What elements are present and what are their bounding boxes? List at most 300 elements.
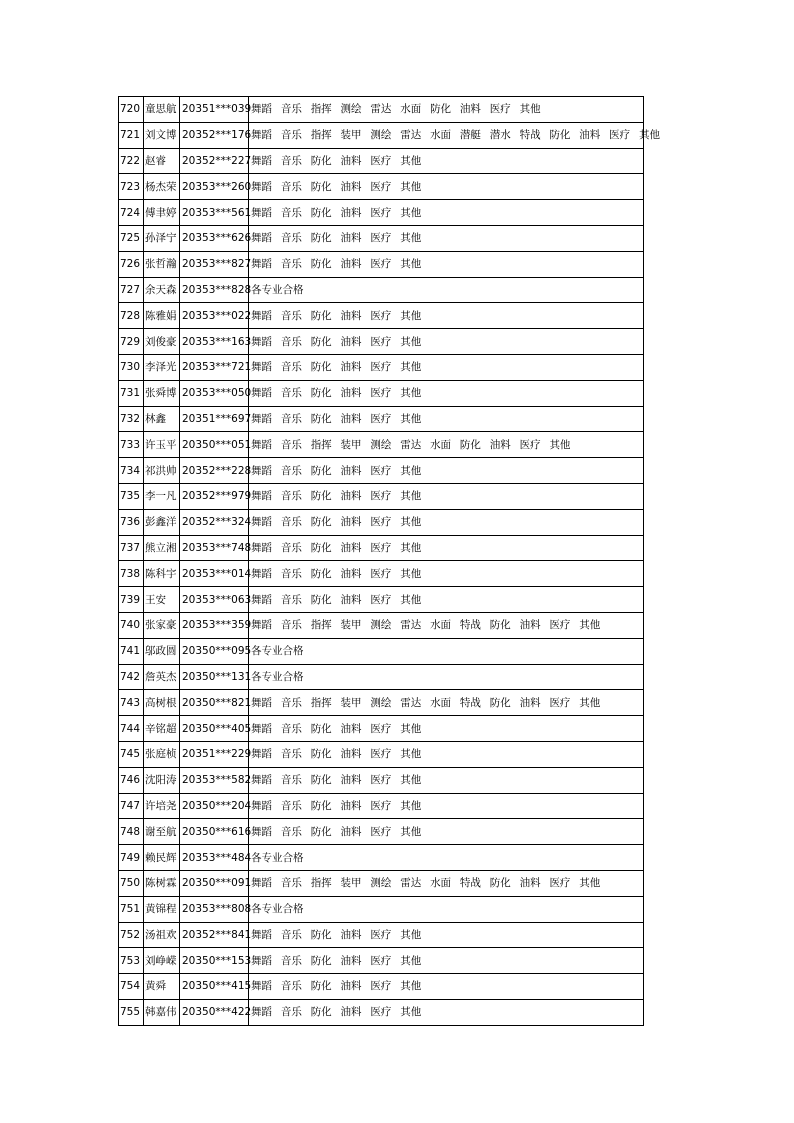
id-number-cell: 20350***204: [180, 793, 249, 819]
qualified-category: 其他: [400, 335, 422, 348]
name-cell: 黄锦程: [144, 896, 180, 922]
qualified-category: 其他: [400, 232, 422, 245]
id-number-cell: 20353***359: [180, 612, 249, 638]
row-number-cell: 729: [119, 329, 144, 355]
qualified-category: 音乐: [280, 722, 302, 735]
result-cell: [249, 148, 644, 174]
qualified-category: 防化: [489, 877, 511, 890]
result-cell: 各专业合格: [249, 638, 644, 664]
table-row: [119, 354, 644, 380]
qualified-category: 特战: [459, 619, 481, 632]
qualified-category: 测绘: [370, 438, 392, 451]
qualified-category: 雷达: [400, 877, 422, 890]
result-cell: [249, 948, 644, 974]
name-cell: 李泽光: [144, 354, 180, 380]
qualified-category: 音乐: [280, 412, 302, 425]
result-cell: [249, 716, 644, 742]
id-number-cell: 20353***721: [180, 354, 249, 380]
qualified-category: 音乐: [280, 103, 302, 116]
qualified-category: 防化: [310, 593, 332, 606]
qualified-category: 音乐: [280, 541, 302, 554]
table-row: [119, 845, 644, 871]
name-cell: 童思航: [144, 97, 180, 123]
row-number-cell: 723: [119, 174, 144, 200]
id-number-cell: 20353***050: [180, 380, 249, 406]
qualified-category: 油料: [340, 335, 362, 348]
name-cell: 祁洪帅: [144, 458, 180, 484]
qualified-category: 水面: [430, 696, 452, 709]
qualified-category: 医疗: [370, 774, 392, 787]
row-number-cell: 736: [119, 509, 144, 535]
qualified-category: 音乐: [280, 593, 302, 606]
qualified-category: 医疗: [370, 954, 392, 967]
result-cell: 各专业合格: [249, 664, 644, 690]
id-number-cell: 20350***415: [180, 974, 249, 1000]
qualified-category: 医疗: [370, 541, 392, 554]
row-number-cell: 734: [119, 458, 144, 484]
qualified-category: 其他: [549, 438, 571, 451]
qualified-category: 防化: [310, 464, 332, 477]
result-cell: 各专业合格: [249, 896, 644, 922]
row-number-cell: 748: [119, 819, 144, 845]
qualified-category: 测绘: [340, 103, 362, 116]
qualified-category: 医疗: [370, 928, 392, 941]
qualified-category: 防化: [310, 412, 332, 425]
qualified-category: 舞蹈: [251, 154, 272, 167]
row-number-cell: 747: [119, 793, 144, 819]
qualified-category: 防化: [310, 799, 332, 812]
result-cell: [249, 380, 644, 406]
qualified-category: 医疗: [370, 567, 392, 580]
qualified-category: 潜艇: [459, 129, 481, 142]
qualified-category: 医疗: [370, 464, 392, 477]
qualified-category: 防化: [310, 232, 332, 245]
qualified-category: 油料: [340, 774, 362, 787]
result-cell: [249, 767, 644, 793]
qualified-category: 防化: [310, 154, 332, 167]
id-number-cell: 20351***229: [180, 741, 249, 767]
result-cell: [249, 251, 644, 277]
qualified-category: 油料: [340, 412, 362, 425]
row-number-cell: 746: [119, 767, 144, 793]
qualified-category: 其他: [400, 180, 422, 193]
qualified-category: 医疗: [370, 154, 392, 167]
row-number-cell: 744: [119, 716, 144, 742]
result-cell: [249, 922, 644, 948]
qualified-category: 油料: [340, 954, 362, 967]
qualified-category: 音乐: [280, 180, 302, 193]
qualified-category: 其他: [638, 129, 660, 142]
qualified-category: 舞蹈: [251, 103, 272, 116]
qualified-category: 测绘: [370, 877, 392, 890]
table-row: [119, 561, 644, 587]
qualified-category: 指挥: [310, 877, 332, 890]
row-number-cell: 731: [119, 380, 144, 406]
id-number-cell: 20353***827: [180, 251, 249, 277]
qualified-category: 其他: [400, 516, 422, 529]
qualified-category: 音乐: [280, 309, 302, 322]
row-number-cell: 752: [119, 922, 144, 948]
result-cell: [249, 999, 644, 1025]
id-number-cell: 20352***176: [180, 122, 249, 148]
qualified-category: 舞蹈: [251, 438, 272, 451]
qualified-category: 医疗: [549, 877, 571, 890]
qualified-category: 装甲: [340, 129, 362, 142]
qualified-category: 音乐: [280, 774, 302, 787]
qualified-category: 舞蹈: [251, 980, 272, 993]
table-row: [119, 819, 644, 845]
qualified-category: 其他: [579, 877, 601, 890]
result-cell: [249, 200, 644, 226]
qualified-category: 油料: [340, 1006, 362, 1019]
qualified-category: 水面: [430, 438, 452, 451]
qualified-category: 舞蹈: [251, 206, 272, 219]
qualified-category: 其他: [400, 722, 422, 735]
id-number-cell: 20350***821: [180, 690, 249, 716]
qualified-category: 医疗: [370, 361, 392, 374]
qualified-category: 舞蹈: [251, 954, 272, 967]
qualified-category: 舞蹈: [251, 825, 272, 838]
name-cell: 陈科宇: [144, 561, 180, 587]
id-number-cell: 20350***616: [180, 819, 249, 845]
qualified-category: 指挥: [310, 438, 332, 451]
name-cell: 谢至航: [144, 819, 180, 845]
name-cell: 熊立湘: [144, 535, 180, 561]
qualified-category: 防化: [310, 567, 332, 580]
table-row: [119, 870, 644, 896]
qualified-category: 音乐: [280, 980, 302, 993]
qualified-category: 其他: [400, 928, 422, 941]
name-cell: 陈树霖: [144, 870, 180, 896]
table-row: [119, 303, 644, 329]
qualified-category: 防化: [310, 206, 332, 219]
table-row: [119, 148, 644, 174]
id-number-cell: 20352***979: [180, 483, 249, 509]
qualified-category: 其他: [400, 593, 422, 606]
table-row: [119, 638, 644, 664]
row-number-cell: 739: [119, 587, 144, 613]
qualified-category: 其他: [400, 748, 422, 761]
qualified-category: 雷达: [400, 696, 422, 709]
id-number-cell: 20353***260: [180, 174, 249, 200]
qualified-category: 舞蹈: [251, 799, 272, 812]
result-cell: [249, 174, 644, 200]
qualified-category: 特战: [459, 877, 481, 890]
name-cell: 刘峥嵘: [144, 948, 180, 974]
qualified-category: 装甲: [340, 619, 362, 632]
qualified-category: 防化: [310, 980, 332, 993]
id-number-cell: 20351***697: [180, 406, 249, 432]
qualified-category: 舞蹈: [251, 412, 272, 425]
qualified-category: 防化: [489, 696, 511, 709]
id-number-cell: 20350***091: [180, 870, 249, 896]
qualified-category: 医疗: [370, 309, 392, 322]
result-cell: [249, 483, 644, 509]
qualified-category: 防化: [549, 129, 571, 142]
qualified-category: 油料: [340, 722, 362, 735]
id-number-cell: 20352***841: [180, 922, 249, 948]
qualified-category: 舞蹈: [251, 258, 272, 271]
result-cell: [249, 690, 644, 716]
id-number-cell: 20353***163: [180, 329, 249, 355]
row-number-cell: 743: [119, 690, 144, 716]
qualified-category: 医疗: [370, 799, 392, 812]
qualified-category: 雷达: [400, 129, 422, 142]
qualified-category: 防化: [489, 619, 511, 632]
row-number-cell: 737: [119, 535, 144, 561]
result-cell: [249, 458, 644, 484]
row-number-cell: 721: [119, 122, 144, 148]
row-number-cell: 728: [119, 303, 144, 329]
name-cell: 韩嘉伟: [144, 999, 180, 1025]
name-cell: 黄舜: [144, 974, 180, 1000]
qualified-category: 舞蹈: [251, 361, 272, 374]
qualified-category: 音乐: [280, 928, 302, 941]
qualified-category: 油料: [340, 206, 362, 219]
qualified-category: 舞蹈: [251, 490, 272, 503]
qualified-category: 音乐: [280, 567, 302, 580]
qualified-category: 舞蹈: [251, 748, 272, 761]
row-number-cell: 732: [119, 406, 144, 432]
name-cell: 张庭桢: [144, 741, 180, 767]
qualified-category: 油料: [340, 516, 362, 529]
qualified-category: 水面: [430, 619, 452, 632]
id-number-cell: 20353***828: [180, 277, 249, 303]
result-cell: [249, 329, 644, 355]
qualified-category: 医疗: [489, 103, 511, 116]
qualified-category: 舞蹈: [251, 696, 272, 709]
result-cell: [249, 432, 644, 458]
qualified-category: 舞蹈: [251, 1006, 272, 1019]
row-number-cell: 741: [119, 638, 144, 664]
id-number-cell: 20352***227: [180, 148, 249, 174]
result-cell: 各专业合格: [249, 277, 644, 303]
id-number-cell: 20353***582: [180, 767, 249, 793]
row-number-cell: 749: [119, 845, 144, 871]
qualified-category: 防化: [310, 258, 332, 271]
row-number-cell: 751: [119, 896, 144, 922]
id-number-cell: 20353***626: [180, 225, 249, 251]
qualified-category: 音乐: [280, 799, 302, 812]
qualified-category: 指挥: [310, 129, 332, 142]
name-cell: 刘俊豪: [144, 329, 180, 355]
result-cell: [249, 122, 660, 148]
results-table: [118, 96, 660, 1026]
table-row: [119, 458, 644, 484]
qualified-category: 油料: [340, 825, 362, 838]
qualified-category: 油料: [340, 180, 362, 193]
row-number-cell: 740: [119, 612, 144, 638]
row-number-cell: 753: [119, 948, 144, 974]
table-row: [119, 999, 644, 1025]
qualified-category: 水面: [430, 877, 452, 890]
name-cell: 汤祖欢: [144, 922, 180, 948]
name-cell: 刘文博: [144, 122, 180, 148]
result-cell: [249, 354, 644, 380]
qualified-category: 音乐: [280, 335, 302, 348]
name-cell: 辛铭超: [144, 716, 180, 742]
table-row: [119, 535, 644, 561]
id-number-cell: 20350***153: [180, 948, 249, 974]
qualified-category: 舞蹈: [251, 877, 272, 890]
qualified-category: 其他: [400, 980, 422, 993]
qualified-category: 医疗: [370, 722, 392, 735]
table-row: [119, 716, 644, 742]
row-number-cell: 722: [119, 148, 144, 174]
name-cell: 张家豪: [144, 612, 180, 638]
qualified-category: 舞蹈: [251, 464, 272, 477]
table-row: [119, 174, 644, 200]
table-row: [119, 664, 644, 690]
qualified-category: 防化: [310, 748, 332, 761]
qualified-category: 舞蹈: [251, 928, 272, 941]
qualified-category: 医疗: [370, 748, 392, 761]
qualified-category: 指挥: [310, 619, 332, 632]
qualified-category: 特战: [519, 129, 541, 142]
id-number-cell: 20353***063: [180, 587, 249, 613]
qualified-category: 舞蹈: [251, 593, 272, 606]
name-cell: 杨杰荣: [144, 174, 180, 200]
qualified-category: 油料: [340, 361, 362, 374]
name-cell: 王安: [144, 587, 180, 613]
qualified-category: 其他: [400, 954, 422, 967]
qualified-category: 油料: [340, 464, 362, 477]
id-number-cell: 20352***228: [180, 458, 249, 484]
qualified-category: 油料: [340, 154, 362, 167]
qualified-category: 其他: [400, 774, 422, 787]
qualified-category: 其他: [579, 619, 601, 632]
qualified-category: 油料: [459, 103, 481, 116]
qualified-category: 雷达: [400, 619, 422, 632]
row-number-cell: 724: [119, 200, 144, 226]
qualified-category: 音乐: [280, 464, 302, 477]
qualified-category: 医疗: [549, 696, 571, 709]
table-row: [119, 896, 644, 922]
qualified-category: 油料: [489, 438, 511, 451]
name-cell: 陈雅娟: [144, 303, 180, 329]
id-number-cell: 20350***095: [180, 638, 249, 664]
result-cell: [249, 819, 644, 845]
qualified-category: 其他: [400, 1006, 422, 1019]
id-number-cell: 20353***808: [180, 896, 249, 922]
qualified-category: 防化: [310, 928, 332, 941]
qualified-category: 舞蹈: [251, 129, 272, 142]
qualified-category: 舞蹈: [251, 567, 272, 580]
results-table-body: [119, 97, 660, 1026]
qualified-category: 其他: [400, 258, 422, 271]
qualified-category: 防化: [310, 335, 332, 348]
result-cell: [249, 870, 644, 896]
qualified-category: 油料: [579, 129, 601, 142]
table-row: [119, 225, 644, 251]
row-number-cell: 726: [119, 251, 144, 277]
qualified-category: 油料: [340, 387, 362, 400]
qualified-category: 舞蹈: [251, 774, 272, 787]
qualified-category: 油料: [340, 748, 362, 761]
qualified-category: 舞蹈: [251, 722, 272, 735]
row-number-cell: 755: [119, 999, 144, 1025]
name-cell: 李一凡: [144, 483, 180, 509]
qualified-category: 医疗: [370, 490, 392, 503]
name-cell: 高树根: [144, 690, 180, 716]
qualified-category: 音乐: [280, 438, 302, 451]
qualified-category: 防化: [459, 438, 481, 451]
row-number-cell: 730: [119, 354, 144, 380]
qualified-category: 指挥: [310, 103, 332, 116]
qualified-category: 舞蹈: [251, 541, 272, 554]
qualified-category: 其他: [400, 490, 422, 503]
name-cell: 余天森: [144, 277, 180, 303]
qualified-category: 舞蹈: [251, 180, 272, 193]
qualified-category: 医疗: [370, 825, 392, 838]
qualified-category: 防化: [310, 825, 332, 838]
qualified-category: 音乐: [280, 877, 302, 890]
qualified-category: 防化: [430, 103, 452, 116]
name-cell: 张哲瀚: [144, 251, 180, 277]
qualified-category: 防化: [310, 774, 332, 787]
qualified-category: 音乐: [280, 258, 302, 271]
result-cell: [249, 225, 644, 251]
qualified-category: 油料: [519, 619, 541, 632]
qualified-category: 医疗: [370, 1006, 392, 1019]
result-cell: [249, 612, 644, 638]
row-number-cell: 745: [119, 741, 144, 767]
result-cell: [249, 587, 644, 613]
table-row: [119, 329, 644, 355]
qualified-category: 其他: [400, 464, 422, 477]
qualified-category: 医疗: [370, 593, 392, 606]
result-cell: [249, 974, 644, 1000]
qualified-category: 油料: [340, 258, 362, 271]
result-cell: [249, 509, 644, 535]
qualified-category: 防化: [310, 309, 332, 322]
qualified-category: 医疗: [609, 129, 631, 142]
qualified-category: 音乐: [280, 387, 302, 400]
qualified-category: 音乐: [280, 954, 302, 967]
table-row: [119, 251, 644, 277]
name-cell: 彭鑫洋: [144, 509, 180, 535]
qualified-category: 舞蹈: [251, 232, 272, 245]
table-row: [119, 767, 644, 793]
qualified-category: 音乐: [280, 361, 302, 374]
table-row: [119, 948, 644, 974]
name-cell: 沈阳涛: [144, 767, 180, 793]
qualified-category: 音乐: [280, 696, 302, 709]
qualified-category: 特战: [459, 696, 481, 709]
qualified-category: 医疗: [370, 335, 392, 348]
qualified-category: 医疗: [370, 180, 392, 193]
row-number-cell: 720: [119, 97, 144, 123]
qualified-category: 其他: [400, 541, 422, 554]
qualified-category: 其他: [400, 412, 422, 425]
row-number-cell: 727: [119, 277, 144, 303]
id-number-cell: 20353***484: [180, 845, 249, 871]
qualified-category: 其他: [579, 696, 601, 709]
table-row: [119, 509, 644, 535]
table-row: [119, 974, 644, 1000]
qualified-category: 音乐: [280, 619, 302, 632]
table-row: [119, 922, 644, 948]
qualified-category: 油料: [340, 541, 362, 554]
name-cell: 詹英杰: [144, 664, 180, 690]
table-row: [119, 97, 644, 123]
qualified-category: 其他: [400, 387, 422, 400]
table-row: [119, 793, 644, 819]
qualified-category: 雷达: [400, 438, 422, 451]
qualified-category: 其他: [400, 206, 422, 219]
qualified-category: 医疗: [370, 206, 392, 219]
result-cell: 各专业合格: [249, 845, 644, 871]
